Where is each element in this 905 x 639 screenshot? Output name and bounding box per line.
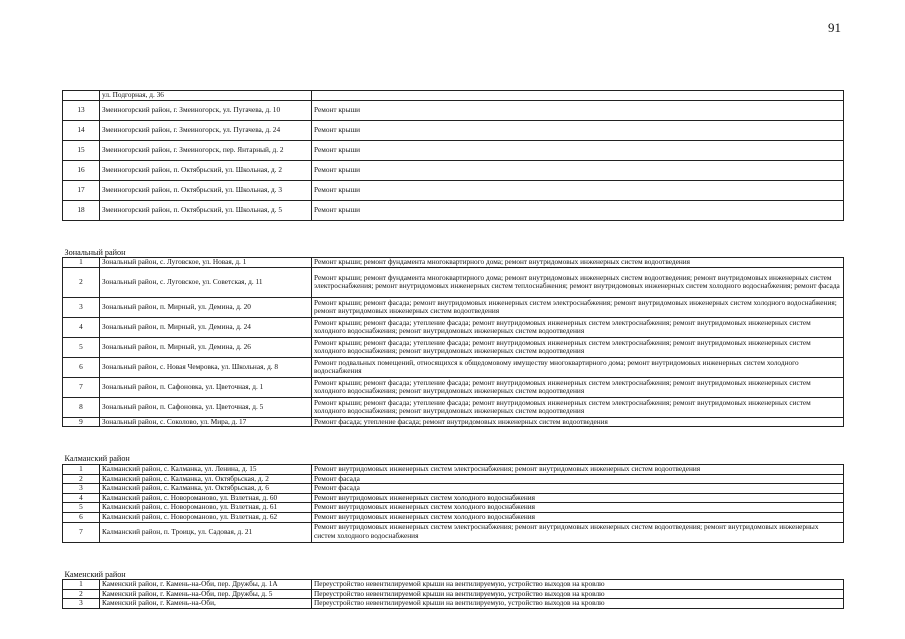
- district-heading-row: [63, 564, 844, 580]
- row-address: Змеиногорский район, п. Октябрьский, ул. Школьная, д. 2: [100, 160, 312, 180]
- row-number: 15: [63, 140, 100, 160]
- row-works: Ремонт внутридомовых инженерных систем холодного водоснабжения: [312, 493, 844, 503]
- row-works: Ремонт внутридомовых инженерных систем электроснабжения; ремонт внутридомовых инженерных систем водоотведения; ремонт внутридомовых инженерных систем холодного водоснабжения: [312, 522, 844, 542]
- row-address: Калманский район, с. Новороманово, ул. Взлетная, д. 61: [100, 503, 312, 513]
- row-address: Калманский район, с. Калманка, ул. Октябрьская, д. 6: [100, 484, 312, 494]
- district-heading: Зональный район: [64, 247, 126, 257]
- row-address: Калманский район, с. Калманка, ул. Ленина, д. 15: [100, 464, 312, 474]
- table-row: [63, 267, 844, 297]
- table-row: [63, 503, 844, 513]
- row-works: Ремонт крыши; ремонт фасада; утепление фасада; ремонт внутридомовых инженерных систем электроснабжения; ремонт внутридомовых инженерных систем холодного водоснабжения; ремонт внутридомовых инженерных систем водоотведения: [312, 317, 844, 337]
- table-row: [63, 337, 844, 357]
- row-works: [312, 91, 844, 101]
- row-address: Змеиногорский район, г. Змеиногорск, пер. Янтарный, д. 2: [100, 140, 312, 160]
- row-works: Ремонт внутридомовых инженерных систем холодного водоснабжения: [312, 512, 844, 522]
- row-number: 4: [63, 317, 100, 337]
- row-works: Ремонт крыши; ремонт фасада; ремонт внутридомовых инженерных систем электроснабжения; ремонт внутридомовых инженерных систем холодного водоснабжения; ремонт внутридомовых инженерных систем водоотведения: [312, 297, 844, 317]
- section-spacer-cell: [63, 542, 844, 564]
- row-number: 16: [63, 160, 100, 180]
- row-address: Зональный район, с. Луговское, ул. Советская, д. 11: [100, 267, 312, 297]
- row-number: 3: [63, 484, 100, 494]
- table-row: [63, 474, 844, 484]
- row-number: 2: [63, 589, 100, 599]
- table-row: [63, 512, 844, 522]
- row-works: Ремонт крыши: [312, 200, 844, 220]
- row-address: Каменский район, г. Камень-на-Оби,: [100, 599, 312, 609]
- row-number: 17: [63, 180, 100, 200]
- row-number: 6: [63, 512, 100, 522]
- row-address: Зональный район, с. Соколово, ул. Мира, д. 17: [100, 417, 312, 427]
- table-row: [63, 377, 844, 397]
- row-address: Калманский район, с. Калманка, ул. Октябрьская, д. 2: [100, 474, 312, 484]
- row-number: 5: [63, 337, 100, 357]
- table-row: [63, 464, 844, 474]
- page-number: 91: [828, 20, 841, 35]
- district-heading: Калманский район: [64, 454, 130, 464]
- row-address: Зональный район, п. Мирный, ул. Демина, д. 26: [100, 337, 312, 357]
- row-address: Зональный район, п. Мирный, ул. Демина, д. 20: [100, 297, 312, 317]
- table-row: [63, 180, 844, 200]
- table-row: [63, 317, 844, 337]
- table-row: [63, 140, 844, 160]
- row-works: Ремонт внутридомовых инженерных систем холодного водоснабжения: [312, 503, 844, 513]
- row-address: Зональный район, с. Новая Чемровка, ул. Школьная, д. 8: [100, 357, 312, 377]
- row-works: Ремонт фасада: [312, 474, 844, 484]
- row-address: Змеиногорский район, г. Змеиногорск, ул. Пугачева, д. 24: [100, 120, 312, 140]
- table-row: [63, 417, 844, 427]
- row-number: 2: [63, 267, 100, 297]
- row-number: 2: [63, 474, 100, 484]
- table-row: [63, 357, 844, 377]
- row-number: 4: [63, 493, 100, 503]
- row-works: Переустройство невентилируемой крыши на вентилируемую, устройство выходов на кровлю: [312, 589, 844, 599]
- row-number: 13: [63, 100, 100, 120]
- row-address: ул. Подгорная, д. 36: [100, 91, 312, 101]
- row-address: Зональный район, п. Сафоновка, ул. Цветочная, д. 5: [100, 397, 312, 417]
- table-row: [63, 493, 844, 503]
- repair-table: [62, 90, 844, 609]
- row-works: Ремонт крыши; ремонт фасада; утепление фасада; ремонт внутридомовых инженерных систем электроснабжения; ремонт внутридомовых инженерных систем холодного водоснабжения; ремонт внутридомовых инженерных систем водоотведения: [312, 337, 844, 357]
- row-number: 7: [63, 377, 100, 397]
- row-number: [63, 91, 100, 101]
- section-spacer: [63, 427, 844, 449]
- row-address: Калманский район, п. Троицк, ул. Садовая, д. 21: [100, 522, 312, 542]
- row-works: Ремонт внутридомовых инженерных систем электроснабжения; ремонт внутридомовых инженерных систем водоотведения: [312, 464, 844, 474]
- section-spacer: [63, 220, 844, 242]
- row-number: 3: [63, 297, 100, 317]
- row-number: 8: [63, 397, 100, 417]
- row-number: 5: [63, 503, 100, 513]
- table-row: [63, 120, 844, 140]
- row-number: 18: [63, 200, 100, 220]
- continuation-row: [63, 91, 844, 101]
- row-works: Ремонт крыши: [312, 100, 844, 120]
- row-works: Ремонт крыши; ремонт фундамента многоквартирного дома; ремонт внутридомовых инженерных систем водоотведения: [312, 258, 844, 268]
- row-number: 9: [63, 417, 100, 427]
- row-address: Каменский район, г. Камень-на-Оби, пер. Дружбы, д. 5: [100, 589, 312, 599]
- table-row: [63, 397, 844, 417]
- row-works: Ремонт крыши; ремонт фундамента многоквартирного дома; ремонт внутридомовых инженерных систем водоотведения; ремонт внутридомовых инженерных систем электроснабжения; ремонт внутридомовых инженерных систем теплоснабжения; ремонт внутридомовых инженерных систем холодного водоснабжения; ремонт фасада: [312, 267, 844, 297]
- row-works: Ремонт крыши: [312, 180, 844, 200]
- section-spacer-cell: [63, 220, 844, 242]
- row-number: 1: [63, 258, 100, 268]
- table-row: [63, 160, 844, 180]
- row-address: Змеиногорский район, г. Змеиногорск, ул. Пугачева, д. 10: [100, 100, 312, 120]
- row-works: Ремонт крыши: [312, 140, 844, 160]
- row-number: 6: [63, 357, 100, 377]
- row-works: Ремонт фасада: [312, 484, 844, 494]
- row-number: 14: [63, 120, 100, 140]
- row-address: Зональный район, п. Сафоновка, ул. Цветочная, д. 1: [100, 377, 312, 397]
- row-number: 1: [63, 464, 100, 474]
- row-works: Ремонт подвальных помещений, относящихся к общедомовому имуществу многоквартирного дома; ремонт внутридомовых инженерных систем холодного водоснабжения: [312, 357, 844, 377]
- section-spacer-cell: [63, 427, 844, 449]
- row-works: Переустройство невентилируемой крыши на вентилируемую, устройство выходов на кровлю: [312, 580, 844, 590]
- section-spacer: [63, 542, 844, 564]
- row-address: Калманский район, с. Новороманово, ул. Взлетная, д. 60: [100, 493, 312, 503]
- table-row: [63, 589, 844, 599]
- district-heading-row: [63, 448, 844, 464]
- row-number: 7: [63, 522, 100, 542]
- row-works: Переустройство невентилируемой крыши на вентилируемую, устройство выходов на кровлю: [312, 599, 844, 609]
- table-row: [63, 599, 844, 609]
- row-works: Ремонт крыши: [312, 160, 844, 180]
- row-works: Ремонт фасада; утепление фасада; ремонт внутридомовых инженерных систем водоотведения: [312, 417, 844, 427]
- district-heading-row: [63, 242, 844, 258]
- table-body: [63, 91, 844, 609]
- row-address: Зональный район, с. Луговское, ул. Новая, д. 1: [100, 258, 312, 268]
- table-row: [63, 580, 844, 590]
- row-works: Ремонт крыши; ремонт фасада; утепление фасада; ремонт внутридомовых инженерных систем электроснабжения; ремонт внутридомовых инженерных систем холодного водоснабжения; ремонт внутридомовых инженерных систем водоотведения: [312, 377, 844, 397]
- row-number: 1: [63, 580, 100, 590]
- table-row: [63, 297, 844, 317]
- table-row: [63, 258, 844, 268]
- table-row: [63, 484, 844, 494]
- row-address: Каменский район, г. Камень-на-Оби, пер. Дружбы, д. 1А: [100, 580, 312, 590]
- row-number: 3: [63, 599, 100, 609]
- table-row: [63, 200, 844, 220]
- row-address: Змеиногорский район, п. Октябрьский, ул. Школьная, д. 3: [100, 180, 312, 200]
- table-row: [63, 100, 844, 120]
- table-row: [63, 522, 844, 542]
- row-address: Зональный район, п. Мирный, ул. Демина, д. 24: [100, 317, 312, 337]
- row-address: Змеиногорский район, п. Октябрьский, ул. Школьная, д. 5: [100, 200, 312, 220]
- row-works: Ремонт крыши: [312, 120, 844, 140]
- row-address: Калманский район, с. Новороманово, ул. Взлетная, д. 62: [100, 512, 312, 522]
- district-heading: Каменский район: [64, 569, 126, 579]
- row-works: Ремонт крыши; ремонт фасада; утепление фасада; ремонт внутридомовых инженерных систем электроснабжения; ремонт внутридомовых инженерных систем холодного водоснабжения; ремонт внутридомовых инженерных систем водоотведения: [312, 397, 844, 417]
